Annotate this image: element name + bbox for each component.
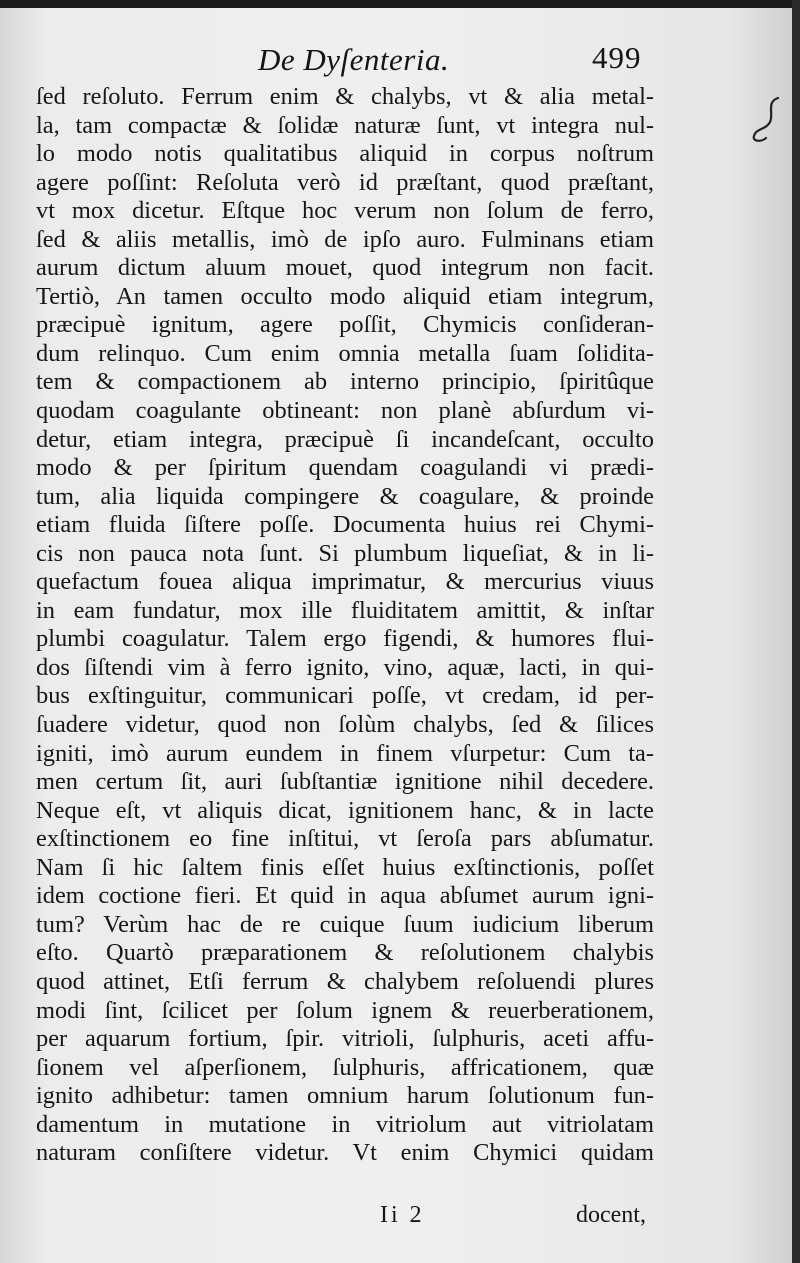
text-line: tem & compactionem ab interno principio, ſpiritûque — [36, 368, 654, 396]
text-line: cis non pauca nota ſunt. Si plumbum liqueſiat, & in li- — [36, 539, 654, 567]
text-line: ſuadere videtur, quod non ſolùm chalybs, ſed & ſilices — [36, 711, 654, 739]
text-line: ſed & aliis metallis, imò de ipſo auro. Fulminans etiam — [36, 225, 654, 253]
text-line: tum, alia liquida compingere & coagulare, & proinde — [36, 482, 654, 510]
text-line: quefactum fouea aliqua imprimatur, & mercurius viuus — [36, 568, 654, 596]
text-line: exſtinctionem eo fine inſtitui, vt ſeroſa pars abſumatur. — [36, 825, 654, 853]
text-line: bus exſtinguitur, communicari poſſe, vt credam, id per- — [36, 682, 654, 710]
running-head: De Dyſenteria. — [258, 42, 450, 77]
text-line: modi ſint, ſcilicet per ſolum ignem & reuerberationem, — [36, 996, 654, 1024]
text-line: ſionem vel aſperſionem, ſulphuris, affricationem, quæ — [36, 1053, 654, 1081]
text-line: etiam fluida ſiſtere poſſe. Documenta huius rei Chymi- — [36, 511, 654, 539]
text-line: aurum dictum aluum mouet, quod integrum non facit. — [36, 254, 654, 282]
text-line: dum relinquo. Cum enim omnia metalla ſuam ſolidita- — [36, 339, 654, 367]
book-page — [0, 8, 792, 1263]
text-line: detur, etiam integra, præcipuè ſi incandeſcant, occulto — [36, 425, 654, 453]
text-line: dos ſiſtendi vim à ferro ignito, vino, aquæ, lacti, in qui- — [36, 653, 654, 681]
text-line: igniti, imò aurum eundem in finem vſurpetur: Cum ta- — [36, 739, 654, 767]
page-number: 499 — [592, 40, 642, 75]
text-line: ignito adhibetur: tamen omnium harum ſolutionum fun- — [36, 1082, 654, 1110]
text-line: men certum ſit, auri ſubſtantiæ ignitione nihil decedere. — [36, 768, 654, 796]
page-footer — [0, 1200, 792, 1236]
body-text — [36, 83, 654, 1168]
text-line: damentum in mutatione in vitriolum aut vitriolatam — [36, 1110, 654, 1138]
text-line: Nam ſi hic ſaltem finis eſſet huius exſtinctionis, poſſet — [36, 853, 654, 881]
text-line: modo & per ſpiritum quendam coagulandi vi prædi- — [36, 454, 654, 482]
text-line: per aquarum fortium, ſpir. vitrioli, ſulphuris, aceti affu- — [36, 1025, 654, 1053]
text-line: naturam conſiſtere videtur. Vt enim Chymici quidam — [36, 1139, 654, 1167]
catchword: docent, — [576, 1202, 646, 1228]
ink-curl-mark — [748, 94, 788, 144]
text-line: agere poſſint: Reſoluta verò id præſtant, quod præſtant, — [36, 168, 654, 196]
text-line: Neque eſt, vt aliquis dicat, ignitionem hanc, & in lacte — [36, 796, 654, 824]
text-line: idem coctione fieri. Et quid in aqua abſumet aurum igni- — [36, 882, 654, 910]
text-line: eſto. Quartò præparationem & reſolutionem chalybis — [36, 939, 654, 967]
text-line: la, tam compactæ & ſolidæ naturæ ſunt, vt integra nul- — [36, 111, 654, 139]
text-line: Tertiò, An tamen occulto modo aliquid etiam integrum, — [36, 282, 654, 310]
text-line: in eam fundatur, mox ille fluiditatem amittit, & inſtar — [36, 596, 654, 624]
page-header — [0, 36, 792, 80]
text-line: lo modo notis qualitatibus aliquid in corpus noſtrum — [36, 140, 654, 168]
text-line: plumbi coagulatur. Talem ergo figendi, & humores flui- — [36, 625, 654, 653]
text-line: ſed reſoluto. Ferrum enim & chalybs, vt & alia metal- — [36, 83, 654, 110]
text-line: præcipuè ignitum, agere poſſit, Chymicis conſideran- — [36, 311, 654, 339]
text-line: vt mox dicetur. Eſtque hoc verum non ſolum de ferro, — [36, 197, 654, 225]
text-line: quod attinet, Etſi ferrum & chalybem reſoluendi plures — [36, 967, 654, 995]
text-line: tum? Verùm hac de re cuique ſuum iudicium liberum — [36, 910, 654, 938]
text-line: quodam coagulante obtineant: non planè abſurdum vi- — [36, 397, 654, 425]
page-edge-shadow — [792, 0, 800, 1263]
signature-mark: Ii 2 — [380, 1202, 425, 1228]
